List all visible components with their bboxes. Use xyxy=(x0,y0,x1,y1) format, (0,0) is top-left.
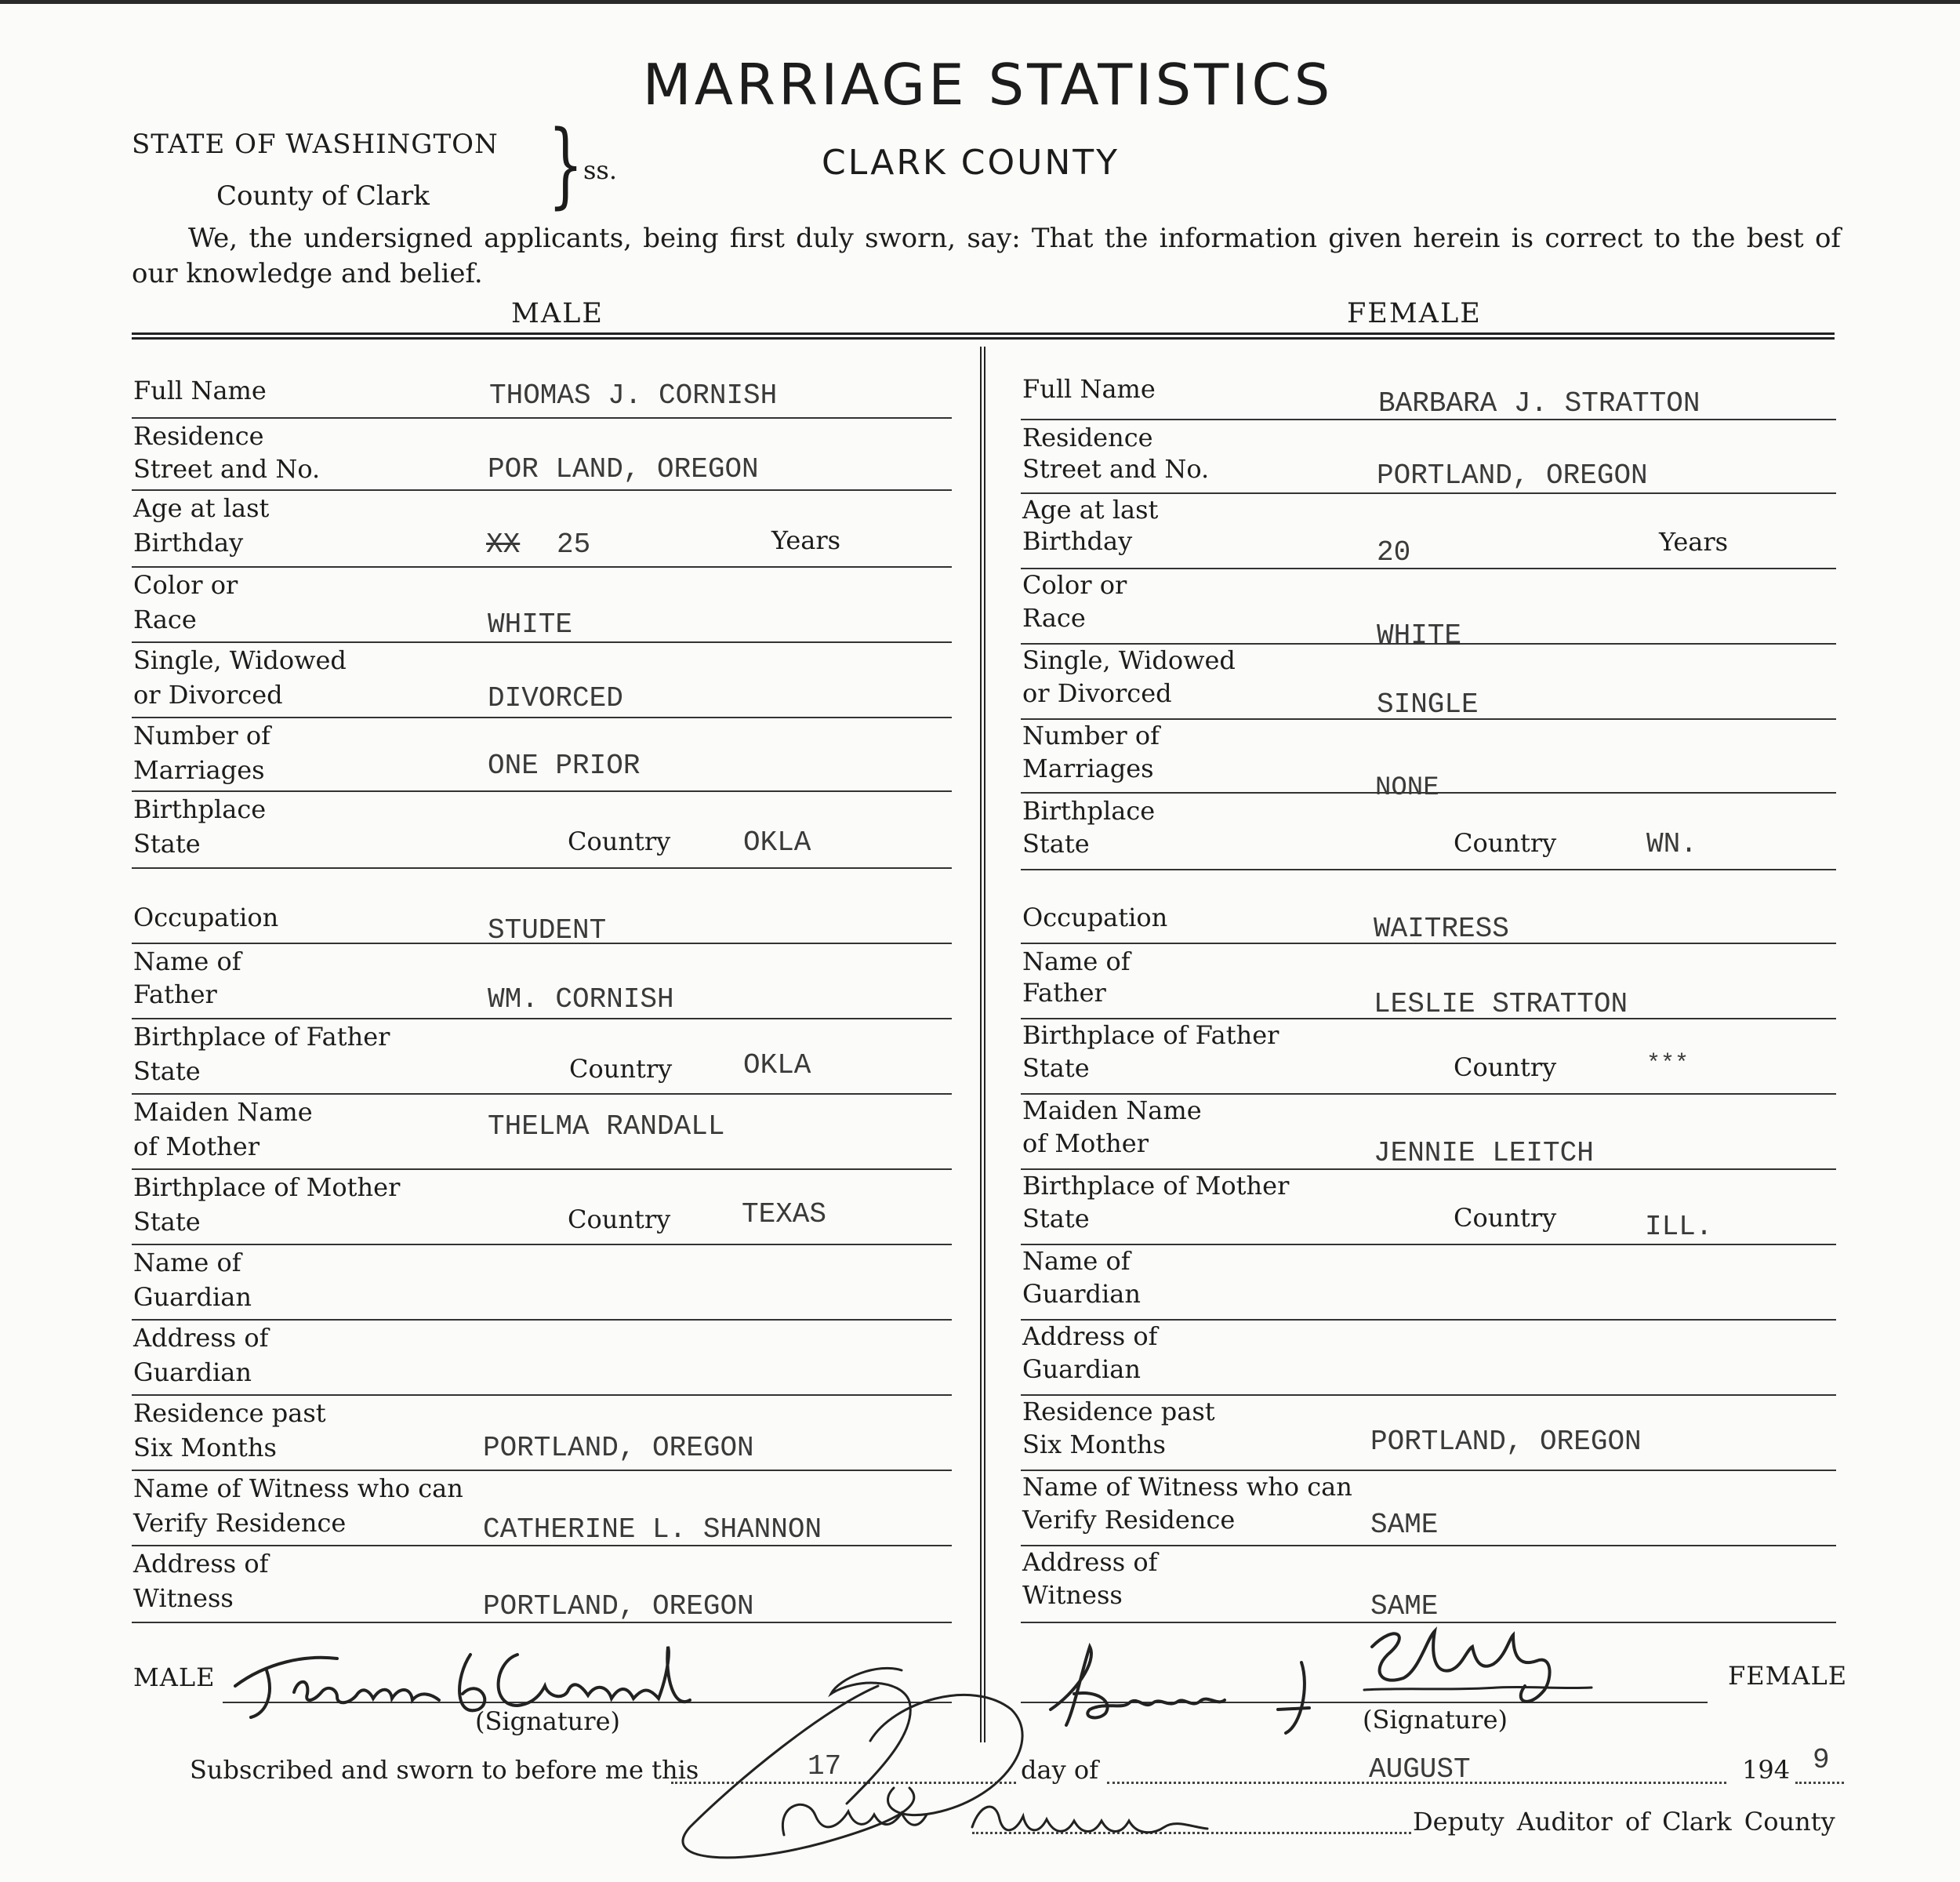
day-value: 17 xyxy=(808,1750,842,1782)
county-of-label: County of Clark xyxy=(216,180,430,212)
label-mother-birthplace: Birthplace of Mother xyxy=(1022,1171,1290,1201)
female-row-father xyxy=(1021,944,1836,1019)
label-occupation: Occupation xyxy=(1022,903,1168,932)
male-row-guardian xyxy=(132,1245,952,1321)
label-number-of: Number of xyxy=(133,721,270,750)
label-birthplace: Birthplace xyxy=(133,794,267,824)
label-color: Color or xyxy=(133,570,238,600)
female-row-past-residence xyxy=(1021,1394,1836,1471)
female-occupation-value: WAITRESS xyxy=(1374,913,1509,945)
label-residence-past: Residence past xyxy=(1022,1397,1215,1426)
state-label: STATE OF WASHINGTON xyxy=(132,129,499,160)
label-verify-residence: Verify Residence xyxy=(1022,1505,1236,1535)
label-color: Color or xyxy=(1022,570,1127,600)
label-state: State xyxy=(1022,1053,1090,1083)
female-row-guardian-address xyxy=(1021,1319,1836,1396)
male-row-race xyxy=(132,568,952,643)
label-street: Street and No. xyxy=(133,454,321,484)
male-marital-value: DIVORCED xyxy=(488,682,623,714)
female-marital-value: SINGLE xyxy=(1377,688,1479,721)
label-guardian: Guardian xyxy=(1022,1354,1141,1384)
deputy-auditor-text: Deputy Auditor of Clark County xyxy=(1413,1807,1835,1837)
male-row-occupation xyxy=(132,869,952,944)
male-row-birthplace xyxy=(132,792,952,869)
female-row-occupation xyxy=(1021,869,1836,944)
label-verify-residence: Verify Residence xyxy=(133,1508,347,1538)
label-state: State xyxy=(1022,1204,1090,1233)
label-birthday: Birthday xyxy=(133,528,244,558)
male-years-label: Years xyxy=(771,525,841,555)
male-column-heading: MALE xyxy=(511,298,604,329)
male-country-label: Country xyxy=(568,827,671,856)
male-row-father xyxy=(132,944,952,1019)
label-father-birthplace: Birthplace of Father xyxy=(133,1022,390,1052)
label-witness: Witness xyxy=(133,1583,234,1613)
male-marriages-value: ONE PRIOR xyxy=(488,750,641,782)
label-six-months: Six Months xyxy=(133,1433,277,1462)
female-race-value: WHITE xyxy=(1377,619,1462,652)
male-mother-birthplace-value: TEXAS xyxy=(742,1198,827,1230)
female-full-name-value: BARBARA J. STRATTON xyxy=(1378,387,1700,420)
female-column-heading: FEMALE xyxy=(1347,298,1482,329)
label-divorced: or Divorced xyxy=(133,680,283,710)
label-guardian: Guardian xyxy=(133,1357,252,1387)
county-title: CLARK COUNTY xyxy=(822,143,1120,183)
label-residence: Residence xyxy=(133,421,264,451)
female-witness-address-value: SAME xyxy=(1370,1590,1439,1622)
page-title: MARRIAGE STATISTICS xyxy=(642,52,1334,118)
label-of-mother: of Mother xyxy=(1022,1128,1149,1158)
female-row-marital xyxy=(1021,643,1836,720)
female-mother-country-label: Country xyxy=(1454,1203,1557,1233)
male-birthplace-value: OKLA xyxy=(743,827,811,859)
female-marriages-value: NONE xyxy=(1375,773,1439,803)
day-of-text: day of xyxy=(1021,1755,1098,1785)
female-row-age xyxy=(1021,492,1836,569)
label-witness-name: Name of Witness who can xyxy=(1022,1472,1352,1502)
female-row-father-birthplace xyxy=(1021,1018,1836,1095)
oath-text: We, the undersigned applicants, being first duly sworn, say: That the information given herein is correct to the best of our knowledge and belief. xyxy=(132,223,1841,289)
label-address-of: Address of xyxy=(133,1549,269,1579)
male-row-full-name xyxy=(132,343,952,419)
label-address-of: Address of xyxy=(1022,1321,1158,1351)
label-witness: Witness xyxy=(1022,1580,1123,1610)
female-age-value: 20 xyxy=(1377,536,1411,569)
female-witness-value: SAME xyxy=(1370,1509,1439,1541)
label-birthplace: Birthplace xyxy=(1022,796,1156,826)
year-dotted-line xyxy=(1795,1782,1844,1784)
label-state: State xyxy=(133,1207,201,1237)
label-guardian: Guardian xyxy=(1022,1279,1141,1309)
male-witness-value: CATHERINE L. SHANNON xyxy=(483,1513,822,1546)
label-witness-name: Name of Witness who can xyxy=(133,1473,463,1503)
center-divider xyxy=(980,347,985,1742)
label-occupation: Occupation xyxy=(133,903,279,932)
deputy-handwritten-signature xyxy=(643,1647,1286,1874)
female-father-birthplace-value: *** xyxy=(1646,1051,1690,1077)
label-name-of: Name of xyxy=(133,1248,241,1277)
label-age: Age at last xyxy=(1022,495,1159,525)
label-father: Father xyxy=(133,979,217,1009)
year-prefix: 194 xyxy=(1742,1755,1791,1785)
male-occupation-value: STUDENT xyxy=(488,914,607,946)
label-maiden-name: Maiden Name xyxy=(133,1097,313,1127)
male-row-mother xyxy=(132,1095,952,1170)
label-marital: Single, Widowed xyxy=(133,645,347,675)
label-address-of: Address of xyxy=(133,1323,269,1353)
label-maiden-name: Maiden Name xyxy=(1022,1095,1202,1125)
label-marital: Single, Widowed xyxy=(1022,645,1236,675)
female-father-country-label: Country xyxy=(1454,1052,1557,1082)
label-residence-past: Residence past xyxy=(133,1398,326,1428)
label-mother-birthplace: Birthplace of Mother xyxy=(133,1172,401,1202)
brace-mark: } xyxy=(548,110,584,218)
male-row-witness-address xyxy=(132,1546,952,1623)
label-full-name: Full Name xyxy=(1022,374,1156,404)
male-past-residence-value: PORTLAND, OREGON xyxy=(483,1432,754,1464)
male-row-guardian-address xyxy=(132,1321,952,1396)
label-divorced: or Divorced xyxy=(1022,678,1172,708)
male-row-father-birthplace xyxy=(132,1019,952,1095)
female-row-race xyxy=(1021,568,1836,652)
male-row-witness xyxy=(132,1471,952,1546)
female-mother-birthplace-value: ILL. xyxy=(1645,1211,1713,1243)
label-father-birthplace: Birthplace of Father xyxy=(1022,1020,1279,1050)
male-mother-value: THELMA RANDALL xyxy=(488,1110,725,1143)
male-witness-address-value: PORTLAND, OREGON xyxy=(483,1590,754,1622)
label-address-of: Address of xyxy=(1022,1547,1158,1577)
label-age: Age at last xyxy=(133,493,270,523)
top-border xyxy=(0,0,1960,4)
male-residence-value: POR LAND, OREGON xyxy=(488,453,759,485)
male-row-mother-birthplace xyxy=(132,1170,952,1245)
female-row-mother-birthplace xyxy=(1021,1168,1836,1245)
label-number-of: Number of xyxy=(1022,721,1160,750)
female-residence-value: PORTLAND, OREGON xyxy=(1377,460,1648,492)
label-marriages: Marriages xyxy=(1022,754,1154,783)
female-row-guardian xyxy=(1021,1244,1836,1321)
male-father-birthplace-value: OKLA xyxy=(743,1049,811,1081)
label-six-months: Six Months xyxy=(1022,1430,1166,1459)
label-name-of: Name of xyxy=(1022,946,1131,976)
male-row-residence xyxy=(132,419,952,491)
label-full-name: Full Name xyxy=(133,376,267,405)
female-row-full-name xyxy=(1021,342,1836,420)
male-age-struck: XX xyxy=(486,529,521,561)
label-birthday: Birthday xyxy=(1022,526,1133,556)
male-mother-country-label: Country xyxy=(568,1204,671,1234)
label-name-of: Name of xyxy=(1022,1246,1131,1276)
female-mother-value: JENNIE LEITCH xyxy=(1374,1137,1594,1169)
male-age-value: 25 xyxy=(557,529,591,561)
label-name-of: Name of xyxy=(133,946,241,976)
label-race: Race xyxy=(1022,603,1086,633)
male-signature-label: MALE xyxy=(133,1662,216,1692)
male-full-name-value: THOMAS J. CORNISH xyxy=(489,380,778,412)
female-country-label: Country xyxy=(1454,828,1557,858)
female-past-residence-value: PORTLAND, OREGON xyxy=(1370,1426,1642,1458)
label-father: Father xyxy=(1022,978,1106,1008)
label-of-mother: of Mother xyxy=(133,1132,260,1161)
male-father-country-label: Country xyxy=(569,1054,673,1084)
male-row-marriages xyxy=(132,718,952,792)
female-row-witness xyxy=(1021,1470,1836,1546)
male-row-past-residence xyxy=(132,1396,952,1471)
label-residence: Residence xyxy=(1022,423,1153,452)
header-double-rule xyxy=(132,332,1835,340)
label-marriages: Marriages xyxy=(133,755,265,785)
female-row-residence xyxy=(1021,420,1836,494)
female-row-mother xyxy=(1021,1093,1836,1170)
male-signature-caption: (Signature) xyxy=(475,1706,620,1736)
female-signature-label: FEMALE xyxy=(1728,1661,1848,1691)
label-state: State xyxy=(133,829,201,859)
female-father-value: LESLIE STRATTON xyxy=(1374,988,1628,1020)
female-birthplace-value: WN. xyxy=(1646,828,1697,860)
oath-paragraph xyxy=(132,221,1841,292)
label-street: Street and No. xyxy=(1022,454,1210,484)
female-signature-caption: (Signature) xyxy=(1363,1705,1508,1735)
female-row-witness-address xyxy=(1021,1545,1836,1623)
ss-label: ss. xyxy=(583,155,618,185)
male-father-value: WM. CORNISH xyxy=(488,983,674,1015)
year-value: 9 xyxy=(1813,1744,1830,1776)
male-race-value: WHITE xyxy=(488,609,573,641)
male-row-marital xyxy=(132,643,952,718)
label-state: State xyxy=(133,1056,201,1086)
label-state: State xyxy=(1022,829,1090,859)
label-race: Race xyxy=(133,605,197,634)
month-value: AUGUST xyxy=(1369,1753,1471,1786)
male-row-age xyxy=(132,491,952,568)
label-guardian: Guardian xyxy=(133,1282,252,1312)
female-years-label: Years xyxy=(1659,527,1729,557)
female-row-birthplace xyxy=(1021,794,1836,870)
subscribed-text: Subscribed and sworn to before me this xyxy=(190,1755,699,1785)
female-row-marriages xyxy=(1021,718,1836,803)
